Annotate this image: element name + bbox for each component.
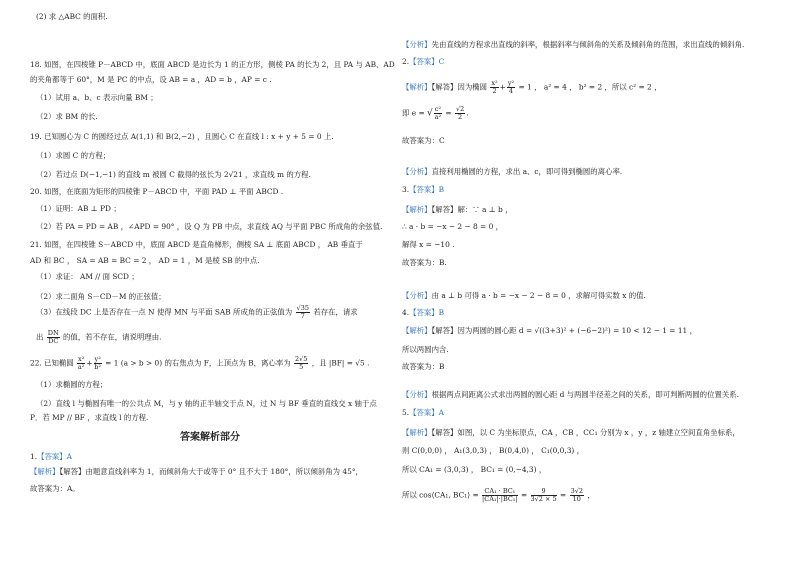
- fraction: [570, 488, 584, 503]
- section-heading: 答案解析部分: [180, 432, 240, 443]
- note-3: [402, 291, 646, 300]
- analysis-5: [402, 428, 740, 437]
- q21-part3-tail: 的值，若不存在，请说明理由.: [63, 332, 162, 342]
- q21-part3-text-cont: 若存在，请求: [313, 307, 358, 317]
- item-number: 4.: [402, 308, 410, 317]
- analysis-3: [402, 205, 513, 214]
- q19-part1: （1）求圆 C 的方程；: [36, 151, 111, 160]
- analysis-tag: 【解析】: [402, 428, 432, 437]
- q19-part2: （2）若过点 D(−1,−1) 的直线 m 被圆 C 截得的弦长为 2√21 ，求直线 m 的方程.: [36, 170, 311, 179]
- solution-line: 解得 x = −10 .: [402, 240, 455, 249]
- fraction-numerator: c²: [434, 105, 442, 113]
- fraction-numerator: y²: [507, 79, 515, 87]
- fraction-denominator: 5: [299, 362, 304, 371]
- q21-part3-lead: 出: [36, 332, 44, 342]
- fraction-numerator: 3√2: [570, 487, 584, 495]
- comma: ，: [587, 490, 595, 500]
- q22-part2: （2）直线 l 与椭圆有唯一的公共点 M，与 y 轴的正半轴交于点 N，过 N 与 BF 垂直的直线交 x 轴于点: [36, 399, 377, 408]
- analysis-4: [402, 326, 697, 335]
- fraction: [77, 356, 85, 371]
- q21-part3: [36, 305, 358, 320]
- answer-tag: 【答案】B: [409, 308, 445, 317]
- fraction-numerator: y²: [94, 355, 101, 363]
- analysis-text-cont: = 1 ， a² = 4 ， b² = 2 ，所以 c² = 2 ，: [518, 82, 662, 92]
- equals-sign: =: [560, 490, 567, 500]
- note-2: [402, 167, 622, 176]
- q21-stem-cont: AD 和 BC ， SA = AB = BC = 2 ， AD = 1 ，M 是棱 SB 的中点.: [30, 256, 260, 265]
- q20-part2: （2）若 PA = PD = AB ，∠APD = 90° ，设 Q 为 PB 中点，求直线 AQ 与平面 PBC 所成角的余弦值.: [36, 222, 383, 231]
- dot-product-line: ∴ a · b = −x − 2 − 8 = 0 ，: [402, 222, 504, 231]
- fraction-denominator: 3√2 × 5: [530, 494, 557, 503]
- answer-tag: 【答案】B: [409, 185, 445, 194]
- answer-2: [402, 57, 444, 66]
- note-tag: 【分析】: [402, 291, 432, 300]
- fraction-denominator: b²: [94, 362, 102, 371]
- fraction-denominator: 10: [572, 494, 581, 503]
- note-tag: 【分析】: [402, 40, 432, 49]
- q21-part1: （1）求证： AM // 面 SCD ；: [36, 272, 139, 281]
- q17-part2: (2) 求 △ABC 的面积.: [36, 12, 108, 21]
- fraction-denominator: a²: [434, 112, 442, 121]
- cosine-lead: 所以 cos⟨CA₁, BC₁⟩ =: [402, 490, 479, 500]
- note-4: [402, 390, 739, 399]
- fraction-denominator: |CA₁|·|BC₁|: [482, 494, 518, 503]
- vectors-line: 所以 CA₁ = (3,0,3) ， BC₁ = (0,−4,3) ，: [402, 465, 547, 474]
- answer-5: [402, 408, 444, 417]
- answer-1: [30, 452, 72, 461]
- analysis-tag: 【解析】: [402, 82, 432, 92]
- q18-part1: （1）试用 a、b、c 表示向量 BM ；: [36, 93, 158, 102]
- note-tag: 【分析】: [402, 167, 432, 176]
- fraction: [294, 356, 308, 371]
- q22-stem: [30, 356, 369, 371]
- cosine-line: [402, 488, 595, 503]
- item-number: 3.: [402, 185, 410, 194]
- answer-3: [402, 185, 444, 194]
- analysis-text: 【解答】因为椭圆: [431, 82, 488, 92]
- analysis-tag: 【解析】: [402, 326, 432, 335]
- fraction-denominator: DC: [48, 336, 59, 345]
- answer-tag: 【答案】C: [409, 57, 445, 66]
- analysis-text: 【解答】由题意直线斜率为 1，而倾斜角大于或等于 0° 且不大于 180°，所以倾斜角为 45°，: [59, 467, 363, 476]
- fraction-denominator: 2: [458, 112, 463, 121]
- sqrt-sign: √: [427, 108, 433, 119]
- fraction: [507, 80, 515, 95]
- note-tag: 【分析】: [402, 390, 432, 399]
- q21-part3-text: （3）在线段 DC 上是否存在一点 N 使得 MN 与平面 SAB 所成角的正弦值为: [36, 307, 293, 317]
- q18-stem-cont: 的夹角都等于 60°，M 是 PC 的中点，设 AB = a ，AD = b ，AP = c .: [30, 75, 272, 84]
- fraction-numerator: √35: [296, 304, 309, 312]
- q22-tail: ，且 |BF| = √5 .: [311, 358, 370, 368]
- q21-part3-cont: [36, 330, 161, 345]
- analysis-2: [402, 80, 661, 95]
- fraction: [455, 106, 465, 121]
- conclusion-2: 故答案为：C: [402, 136, 445, 145]
- answer-tag: 【答案】A: [409, 408, 444, 417]
- fraction: [490, 80, 498, 95]
- q22-mid: = 1 (a > b > 0) 的右焦点为 F，上顶点为 B，离心率为: [105, 358, 291, 368]
- equals-sign: =: [445, 108, 452, 118]
- analysis-tag: 【解析】: [30, 467, 60, 476]
- fraction: [47, 330, 60, 345]
- analysis-text: 【解答】因为两圆的圆心距 d = √((3+3)² + (−6−2)²) = 10 < 12 − 1 = 11 ，: [431, 326, 697, 335]
- q19-stem: 19. 已知圆心为 C 的圆经过点 A(1,1) 和 B(2,−2) ，且圆心 C 在直线 l : x + y + 5 = 0 上.: [30, 132, 334, 141]
- conclusion-1: 故答案为：A。: [30, 484, 80, 493]
- fraction-denominator: a²: [77, 362, 85, 371]
- eccentricity-line: [402, 106, 469, 121]
- period: .: [466, 108, 469, 118]
- q20-stem: 20. 如图，在底面为矩形的四棱锥 P－ABCD 中，平面 PAD ⊥ 平面 ABCD .: [30, 187, 284, 196]
- note-text: 根据两点间距离公式求出两圆的圆心距 d 与两圆半径差之间的关系，即可判断两圆的位置关系.: [431, 390, 739, 399]
- equals-sign: =: [520, 490, 528, 500]
- plus-sign: +: [86, 358, 93, 368]
- fraction: [296, 305, 310, 320]
- fraction-numerator: 9: [531, 488, 557, 496]
- note-text: 由 a ⊥ b 可得 a · b = −x − 2 − 8 = 0 ，求解可得实数 x 的值.: [431, 291, 646, 300]
- fraction-denominator: 7: [300, 311, 305, 320]
- plus-sign: +: [499, 82, 506, 92]
- coordinates-line: 则 C(0,0,0) ， A₁(3,0,3) ， B(0,4,0) ， C₁(0,0,3) ，: [402, 446, 585, 455]
- q18-stem: 18. 如图，在四棱锥 P－ABCD 中，底面 ABCD 是边长为 1 的正方形，侧棱 PA 的长为 2，且 PA 与 AB、AD: [30, 60, 395, 69]
- eccentricity-lead: 即 e =: [402, 108, 425, 118]
- fraction: [94, 356, 102, 371]
- analysis-1: [30, 467, 363, 476]
- conclusion-4: 故答案为：B: [402, 362, 445, 371]
- fraction: [434, 106, 442, 121]
- item-number: 2.: [402, 57, 410, 66]
- fraction-numerator: CA₁ · BC₁: [482, 488, 518, 496]
- fraction-numerator: 2√5: [294, 355, 308, 363]
- q22-lead: 22. 已知椭圆: [30, 358, 74, 368]
- note-1: [402, 40, 744, 49]
- result-line: 所以两圆内含.: [402, 345, 449, 354]
- fraction-denominator: 4: [508, 86, 514, 95]
- answer-tag: 【答案】A: [37, 452, 72, 461]
- q18-part2: （2）求 BM 的长.: [36, 112, 98, 121]
- fraction-numerator: x²: [78, 355, 85, 363]
- item-number: 1.: [30, 452, 38, 461]
- fraction-numerator: √2: [455, 105, 465, 113]
- answer-4: [402, 308, 444, 317]
- q20-part1: （1）证明：AB ⊥ PD ；: [36, 204, 121, 213]
- item-number: 5.: [402, 408, 410, 417]
- analysis-text: 【解答】如图，以 C 为坐标原点，CA ，CB ，CC₁ 分别为 x ，y ，z 轴建立空间直角坐标系，: [431, 428, 740, 437]
- analysis-tag: 【解析】: [402, 205, 432, 214]
- analysis-text: 【解答】解：∵ a ⊥ b ，: [431, 205, 513, 214]
- fraction-numerator: DN: [47, 329, 59, 337]
- q21-part2: （2）求二面角 S－CD－M 的正弦值；: [36, 292, 166, 301]
- fraction: [482, 488, 518, 503]
- note-text: 先由直线的方程求出直线的斜率，根据斜率与倾斜角的关系及倾斜角的范围，求出直线的倾斜角.: [431, 40, 745, 49]
- fraction: [531, 488, 557, 503]
- note-text: 直接利用椭圆的方程，求出 a、c，即可得到椭圆的离心率.: [431, 167, 623, 176]
- fraction-denominator: 2: [492, 86, 497, 95]
- conclusion-3: 故答案为：B.: [402, 258, 447, 267]
- fraction-numerator: x²: [491, 79, 498, 87]
- q22-part2-cont: P．若 MP // BF ，求直线 l 的方程.: [30, 413, 149, 422]
- q21-stem: 21. 如图，在四棱锥 S－ABCD 中，底面 ABCD 是直角梯形，侧棱 SA ⊥ 底面 ABCD ， AB 垂直于: [30, 240, 363, 249]
- q22-part1: （1）求椭圆的方程；: [36, 380, 108, 389]
